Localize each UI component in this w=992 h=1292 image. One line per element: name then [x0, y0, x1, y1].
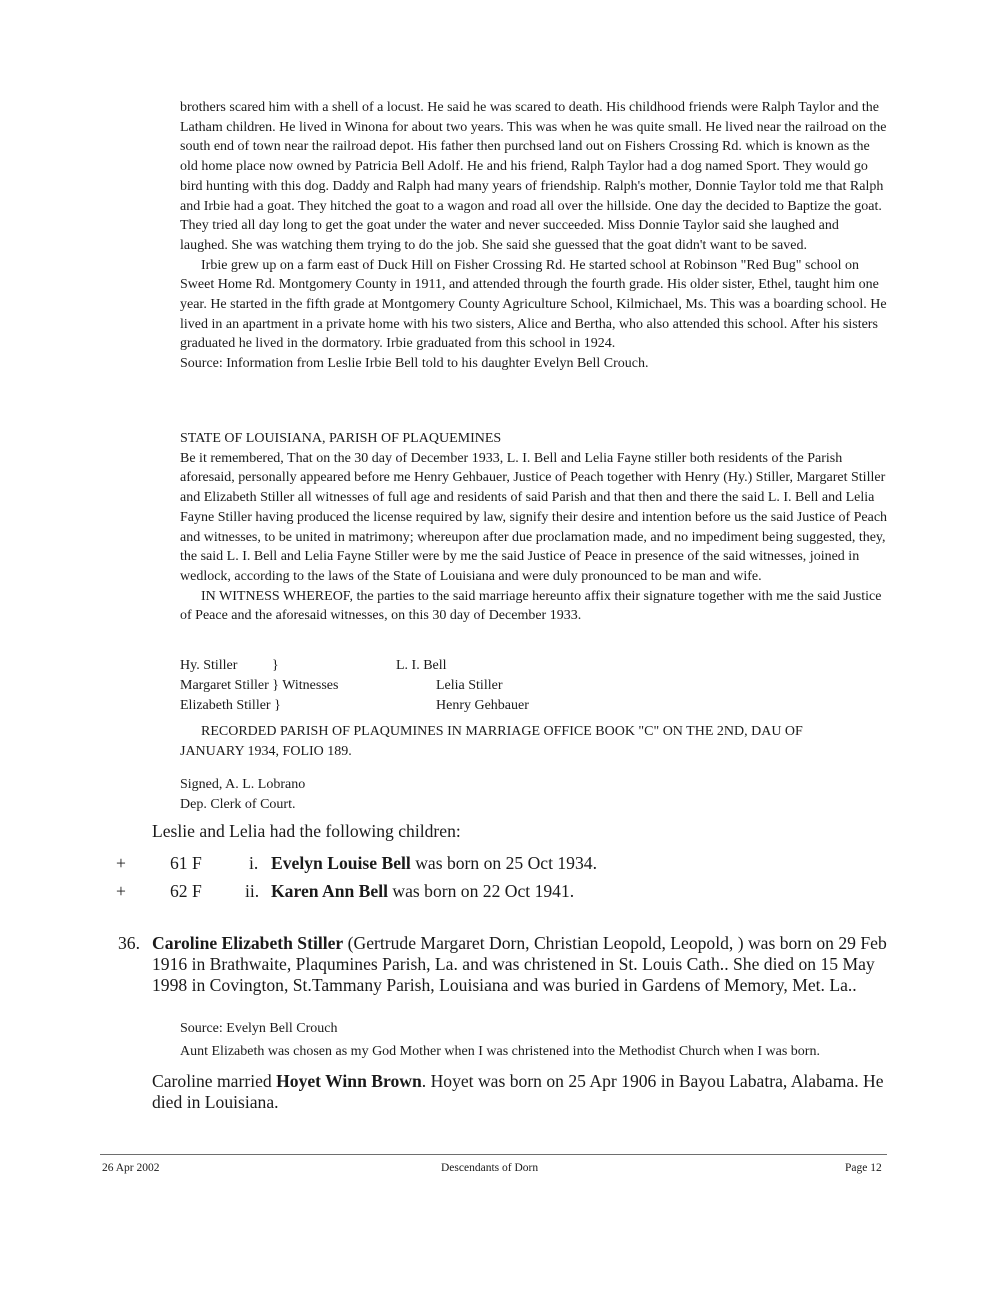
- descendant-plus-marker: +: [116, 881, 126, 901]
- source-line: Source: Evelyn Bell Crouch: [180, 1021, 338, 1036]
- signer-2: Lelia Stiller: [436, 678, 503, 693]
- record-heading: STATE OF LOUISIANA, PARISH OF PLAQUEMINES: [180, 431, 502, 446]
- child-birth: was born on 22 Oct 1941.: [388, 881, 575, 901]
- signature-row-3: [180, 696, 680, 716]
- marriage-post: . Hoyet was born on 25 Apr 1906 in Bayou Labatra, Alabama. He died in Louisiana.: [152, 1071, 884, 1112]
- marriage-record: [180, 429, 892, 626]
- child-name: Evelyn Louise Bell: [271, 853, 411, 873]
- record-paragraph-1: Be it remembered, That on the 30 day of December 1933, L. I. Bell and Lelia Fayne stiller both residents of the Parish aforesaid, personally appeared before me Henry Gehbauer, Justice of Peach together with Henry (Hy.) Stiller, Margaret Stiller and Elizabeth Stiller all witnesses of full age and residents of said Parish and that then and there the said L. I. Bell and Lelia Fayne Stiller having produced the license required by law, signify their desire and intention before us the said Justice of Peach and witnesses, to be united in matrimony; whereupon after due proclamation made, and no impediment being suggested, they, the said L. I. Bell and Lelia Fayne Stiller were by me the said Justice of Peace in presence of the said witnesses, joined in wedlock, according to the laws of the State of Louisiana and were duly pronounced to be man and wife.: [180, 450, 888, 584]
- footer-divider: [100, 1154, 887, 1155]
- entry-source: [180, 1019, 892, 1061]
- witness-brace: }: [272, 658, 279, 673]
- bio-paragraph-1: brothers scared him with a shell of a locust. He said he was scared to death. His childhood friends were Ralph Taylor and the Latham children. He lived in Winona for about two years. This was when he was quite small. He lived near the railroad on the south end of town near the railroad depot. His father then purchsed land out on Fishers Crossing Rd. which is known as the old home place now owned by Patricia Bell Adolf. He and his friend, Ralph Taylor had a dog named Sport. They would go bird hunting with this dog. Daddy and Ralph had many years of friendship. Ralph's mother, Donnie Taylor told me that Ralph and Irbie had a goat. They hitched the goat to a wagon and road all over the hillside. One day the decided to Baptize the goat. They tried all day long to get the goat under the water and never succeeded. Miss Donnie Taylor said she laughed and laughed. She was watching them trying to do the job. She said she guessed that the goat didn't want to be saved.: [180, 100, 887, 253]
- child-row: [0, 853, 992, 877]
- child-birth: was born on 25 Oct 1934.: [410, 853, 597, 873]
- signer-1: L. I. Bell: [396, 658, 447, 673]
- note-line: Aunt Elizabeth was chosen as my God Mother when I was christened into the Methodist Church when I was born.: [180, 1043, 820, 1059]
- bio-source: Source: Information from Leslie Irbie Bell told to his daughter Evelyn Bell Crouch.: [180, 356, 649, 372]
- witness-2: Margaret Stiller } Witnesses: [180, 678, 339, 693]
- witness-1: Hy. Stiller: [180, 658, 238, 673]
- child-roman: i.: [249, 853, 259, 873]
- recorded-line-1: RECORDED PARISH OF PLAQUMINES IN MARRIAGE OFFICE BOOK "C" ON THE 2ND, DAU OF: [201, 724, 803, 739]
- child-entry: [271, 881, 574, 902]
- witness-3: Elizabeth Stiller }: [180, 698, 281, 713]
- clerk-signature: [180, 775, 580, 814]
- bio-paragraph-2: Irbie grew up on a farm east of Duck Hill on Fisher Crossing Rd. He started school at Robinson "Red Bug" school on Sweet Home Rd. Montgomery County in 1911, and attended through the fourth grade. His older sister, Ethel, taught him one year. He started in the fifth grade at Montgomery County Agriculture School, Kilmichael, Ms. This was a boarding school. He lived in an apartment in a private home with his two sisters, Alice and Bertha, who also attended this school. After his sisters graduated he lived in the dormatory. Irbie graduated from this school in 1924.: [180, 257, 887, 352]
- recorded-line-2: JANUARY 1934, FOLIO 189.: [180, 743, 352, 759]
- descendant-plus-marker: +: [116, 853, 126, 873]
- child-id: 62 F: [170, 881, 202, 901]
- recording-note: [180, 722, 880, 761]
- record-paragraph-2: IN WITNESS WHEREOF, the parties to the said marriage hereunto affix their signature together with me the said Justice of Peace and the aforesaid witnesses, on this 30 day of December 1933.: [180, 588, 882, 624]
- children-intro: Leslie and Lelia had the following children:: [152, 821, 461, 841]
- entry-number: 36.: [118, 933, 140, 953]
- entry-text: [152, 933, 888, 996]
- marriage-pre: Caroline married: [152, 1071, 277, 1091]
- child-entry: [271, 853, 597, 874]
- spouse-name: Hoyet Winn Brown: [276, 1071, 422, 1091]
- footer-page-number: Page 12: [845, 1162, 882, 1174]
- footer-title: Descendants of Dorn: [441, 1162, 539, 1174]
- signer-3: Henry Gehbauer: [436, 698, 529, 713]
- person-name: Caroline Elizabeth Stiller: [152, 933, 344, 953]
- marriage-statement: [152, 1071, 892, 1113]
- signed-line: Signed, A. L. Lobrano: [180, 777, 306, 792]
- child-id: 61 F: [170, 853, 202, 873]
- signature-row-2: [180, 676, 680, 696]
- footer-date: 26 Apr 2002: [102, 1162, 160, 1174]
- clerk-line: Dep. Clerk of Court.: [180, 796, 296, 812]
- signature-block: [180, 656, 680, 716]
- child-row: [0, 881, 992, 905]
- child-roman: ii.: [245, 881, 260, 901]
- person-details: (Gertrude Margaret Dorn, Christian Leopold, Leopold, ) was born on 29 Feb 1916 in Brathwaite, Plaqumines Parish, La. and was christened in St. Louis Cath.. She died on 15 May 1998 in Covington, St.Tammany Parish, Louisiana and was buried in Gardens of Memory, Met. La..: [152, 933, 887, 995]
- person-entry-36: [118, 933, 888, 996]
- biography-section: [180, 98, 890, 374]
- child-name: Karen Ann Bell: [271, 881, 388, 901]
- signature-row-1: [180, 656, 680, 676]
